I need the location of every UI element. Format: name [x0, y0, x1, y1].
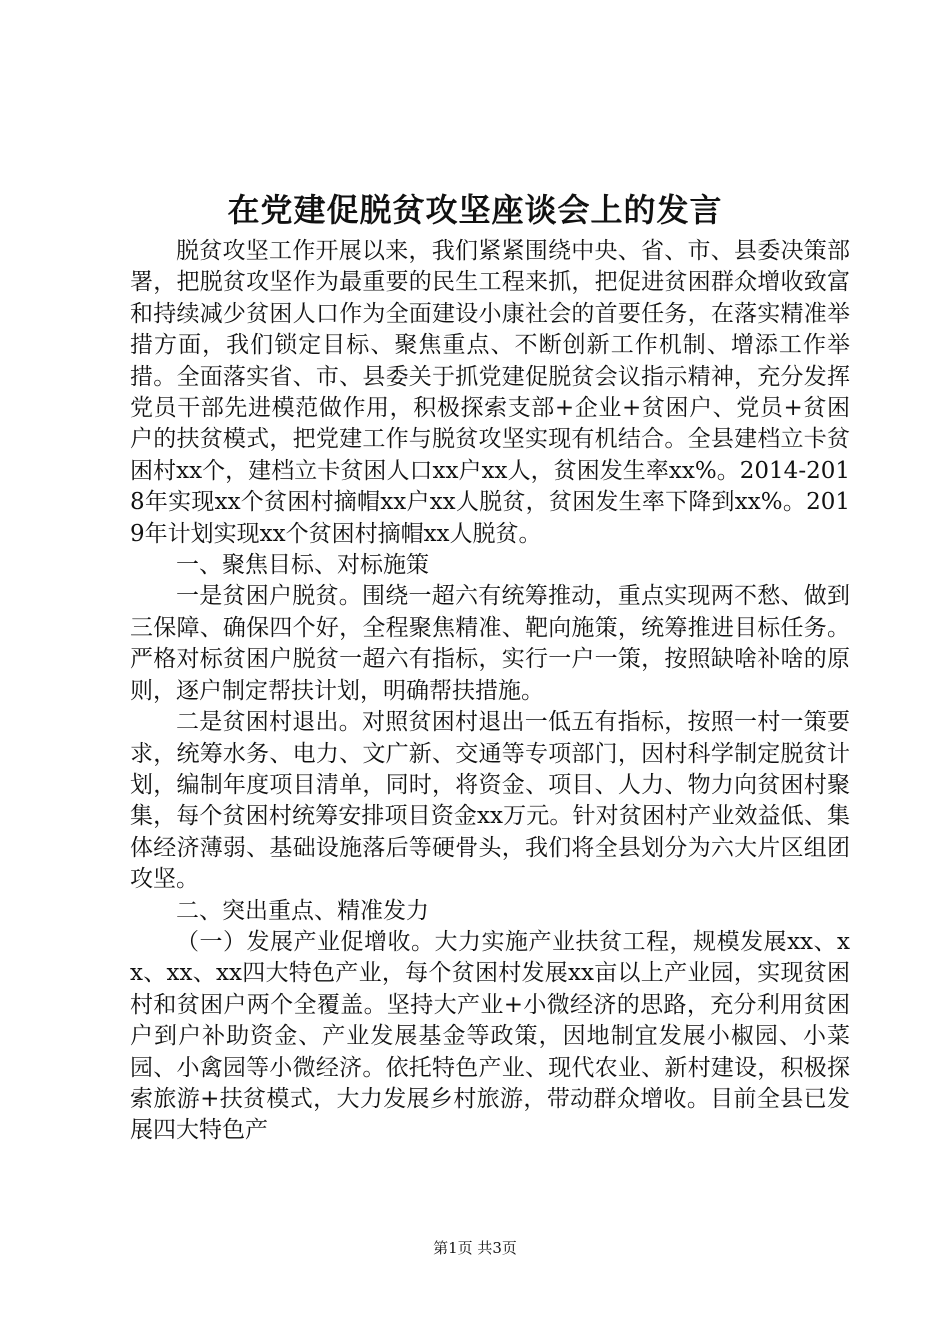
section-heading-2: 二、突出重点、精准发力	[176, 897, 429, 924]
page-number-footer: 第1页 共3页	[433, 1239, 517, 1257]
document-body	[130, 236, 850, 1147]
document-title: 在党建促脱贫攻坚座谈会上的发言	[227, 191, 723, 229]
paragraph-intro: 脱贫攻坚工作开展以来，我们紧紧围绕中央、省、市、县委决策部署，把脱贫攻坚作为最重要的民生工程来抓，把促进贫困群众增收致富和持续减少贫困人口作为全面建设小康社会的首要任务，在落实精准举措方面，我们锁定目标、聚焦重点、不断创新工作机制、增添工作举措。全面落实省、市、县委关于抓党建促脱贫会议指示精神，充分发挥党员干部先进模范做作用，积极探索支部+企业+贫困户、党员+贫困户的扶贫模式，把党建工作与脱贫攻坚实现有机结合。全县建档立卡贫困村xx个，建档立卡贫困人口xx户xx人，贫困发生率xx%。2014-2018年实现xx个贫困村摘帽xx户xx人脱贫，贫困发生率下降到xx%。2019年计划实现xx个贫困村摘帽xx人脱贫。	[130, 238, 850, 547]
paragraph-village-exit: 二是贫困村退出。对照贫困村退出一低五有指标，按照一村一策要求，统筹水务、电力、文广新、交通等专项部门，因村科学制定脱贫计划，编制年度项目清单，同时，将资金、项目、人力、物力向贫困村聚集，每个贫困村统筹安排项目资金xx万元。针对贫困村产业效益低、集体经济薄弱、基础设施落后等硬骨头，我们将全县划分为六大片区组团攻坚。	[130, 709, 850, 893]
section-heading-1: 一、聚焦目标、对标施策	[176, 552, 429, 579]
paragraph-industry-income: （一）发展产业促增收。大力实施产业扶贫工程，规模发展xx、xx、xx、xx四大特色产业，每个贫困村发展xx亩以上产业园，实现贫困村和贫困户两个全覆盖。坚持大产业+小微经济的思路，充分利用贫困户到户补助资金、产业发展基金等政策，因地制宜发展小椒园、小菜园、小禽园等小微经济。依托特色产业、现代农业、新村建设，积极探索旅游+扶贫模式，大力发展乡村旅游，带动群众增收。目前全县已发展四大特色产	[130, 928, 850, 1144]
paragraph-household-poverty: 一是贫困户脱贫。围绕一超六有统筹推动，重点实现两不愁、做到三保障、确保四个好，全程聚焦精准、靶向施策，统筹推进目标任务。严格对标贫困户脱贫一超六有指标，实行一户一策，按照缺啥补啥的原则，逐户制定帮扶计划，明确帮扶措施。	[130, 583, 850, 704]
